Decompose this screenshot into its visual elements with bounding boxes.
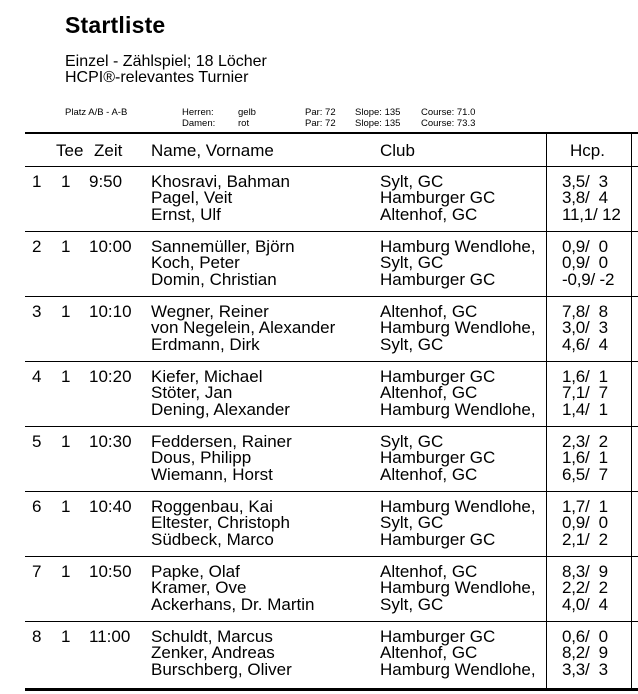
player-name: Kramer, Ove: [151, 578, 247, 598]
player-club: Altenhof, GC: [380, 302, 478, 321]
group-number: 2: [32, 237, 42, 256]
herren-color: gelb: [238, 107, 256, 118]
group-time: 10:50: [89, 562, 132, 581]
header-hcp: Hcp.: [570, 141, 605, 160]
group-number: 4: [32, 367, 42, 386]
header-club: Club: [380, 141, 415, 160]
player-hcp: 11,1/ 12: [562, 204, 621, 224]
player-name: Domin, Christian: [151, 269, 277, 289]
player-hcp: 0,6/ 0: [562, 627, 608, 646]
player-hcp: 6,5/ 7: [562, 464, 608, 484]
player-name: Feddersen, Rainer: [151, 432, 292, 451]
player-club: Hamburg Wendlohe,: [380, 497, 536, 516]
group-number: 6: [32, 497, 42, 516]
player-club: Hamburger GC: [380, 448, 496, 468]
herren-slope: Slope: 135: [355, 107, 401, 118]
group-tee: 1: [61, 562, 71, 581]
group-separator: [25, 231, 638, 232]
group-names: [151, 434, 292, 483]
group-time: 9:50: [89, 172, 123, 191]
player-club: Altenhof, GC: [380, 562, 478, 581]
player-name: Burschberg, Oliver: [151, 659, 292, 679]
damen-par: Par: 72: [305, 118, 336, 129]
player-name: Ernst, Ulf: [151, 204, 221, 224]
player-club: Hamburg Wendlohe,: [380, 659, 536, 679]
header-name: Name, Vorname: [151, 141, 274, 160]
player-club: Sylt, GC: [380, 513, 444, 533]
group-time: 10:20: [89, 367, 132, 386]
player-name: Khosravi, Bahman: [151, 172, 290, 191]
player-club: Sylt, GC: [380, 594, 444, 614]
group-clubs: [380, 564, 536, 613]
herren-par: Par: 72: [305, 107, 336, 118]
player-club: Hamburger GC: [380, 188, 496, 208]
group-clubs: [380, 499, 536, 548]
group-number: 3: [32, 302, 42, 321]
herren-course: Course: 71.0: [421, 107, 476, 118]
player-name: Erdmann, Dirk: [151, 334, 260, 354]
player-club: Hamburg Wendlohe,: [380, 578, 536, 598]
group-hcps: [562, 239, 614, 288]
page-title: Startliste: [65, 12, 166, 38]
group-hcps: [562, 499, 608, 548]
player-hcp: 3,0/ 3: [562, 318, 608, 338]
player-name: Wiemann, Horst: [151, 464, 273, 484]
player-club: Altenhof, GC: [380, 383, 478, 403]
group-hcps: [562, 434, 608, 483]
hcp-column-divider-right: [631, 133, 632, 689]
group-clubs: [380, 434, 495, 483]
group-time: 11:00: [89, 627, 131, 646]
group-number: 7: [32, 562, 42, 581]
header-tee: Tee: [56, 141, 84, 160]
damen-label: Damen:: [182, 118, 216, 129]
player-club: Sylt, GC: [380, 432, 444, 451]
player-club: Altenhof, GC: [380, 204, 478, 224]
player-name: Ackerhans, Dr. Martin: [151, 594, 315, 614]
damen-course: Course: 73.3: [421, 118, 476, 129]
player-club: Altenhof, GC: [380, 464, 478, 484]
group-clubs: [380, 174, 495, 223]
group-hcps: [562, 564, 608, 613]
player-club: Sylt, GC: [380, 172, 444, 191]
player-hcp: 3,3/ 3: [562, 659, 608, 679]
player-hcp: -0,9/ -2: [562, 269, 615, 289]
group-names: [151, 239, 295, 288]
group-separator: [25, 296, 638, 297]
player-name: Pagel, Veit: [151, 188, 233, 208]
group-time: 10:40: [89, 497, 132, 516]
player-hcp: 1,6/ 1: [562, 448, 608, 468]
player-hcp: 8,2/ 9: [562, 643, 608, 663]
group-separator: [25, 621, 638, 622]
group-tee: 1: [61, 172, 71, 191]
group-tee: 1: [61, 237, 71, 256]
group-tee: 1: [61, 367, 71, 386]
player-club: Sylt, GC: [380, 253, 444, 273]
player-name: Koch, Peter: [151, 253, 240, 273]
player-name: Wegner, Reiner: [151, 302, 269, 321]
group-hcps: [562, 629, 608, 678]
player-name: Zenker, Andreas: [151, 643, 275, 663]
player-name: Papke, Olaf: [151, 562, 240, 581]
player-club: Altenhof, GC: [380, 643, 478, 663]
player-club: Hamburger GC: [380, 269, 496, 289]
player-hcp: 7,8/ 8: [562, 302, 608, 321]
group-names: [151, 564, 314, 613]
player-hcp: 8,3/ 9: [562, 562, 608, 581]
player-hcp: 1,7/ 1: [562, 497, 608, 516]
group-tee: 1: [61, 432, 71, 451]
player-club: Hamburger GC: [380, 529, 496, 549]
player-name: Sannemüller, Björn: [151, 237, 295, 256]
player-name: Dening, Alexander: [151, 399, 290, 419]
group-clubs: [380, 304, 536, 353]
player-name: Kiefer, Michael: [151, 367, 263, 386]
player-name: Dous, Philipp: [151, 448, 252, 468]
group-names: [151, 304, 335, 353]
group-number: 5: [32, 432, 42, 451]
player-hcp: 2,2/ 2: [562, 578, 608, 598]
damen-slope: Slope: 135: [355, 118, 401, 129]
player-hcp: 0,9/ 0: [562, 253, 608, 273]
group-separator: [25, 491, 638, 492]
player-name: Schuldt, Marcus: [151, 627, 273, 646]
group-clubs: [380, 629, 536, 678]
subtitle-hcpi: HCPI®-relevantes Turnier: [65, 69, 249, 86]
group-names: [151, 174, 290, 223]
player-club: Hamburg Wendlohe,: [380, 318, 536, 338]
group-separator: [25, 556, 638, 557]
subtitle-format: Einzel - Zählspiel; 18 Löcher: [65, 53, 267, 70]
player-hcp: 1,6/ 1: [562, 367, 608, 386]
player-club: Hamburg Wendlohe,: [380, 237, 536, 256]
player-hcp: 3,5/ 3: [562, 172, 608, 191]
group-names: [151, 499, 290, 548]
group-separator: [25, 361, 638, 362]
player-name: Eltester, Christoph: [151, 513, 290, 533]
group-number: 8: [32, 627, 42, 646]
player-hcp: 2,1/ 2: [562, 529, 608, 549]
group-tee: 1: [61, 627, 71, 646]
player-name: von Negelein, Alexander: [151, 318, 336, 338]
group-hcps: [562, 369, 608, 418]
player-club: Hamburger GC: [380, 627, 496, 646]
player-hcp: 0,9/ 0: [562, 237, 608, 256]
herren-label: Herren:: [182, 107, 214, 118]
player-hcp: 0,9/ 0: [562, 513, 608, 533]
group-clubs: [380, 369, 536, 418]
player-name: Roggenbau, Kai: [151, 497, 273, 516]
group-hcps: [562, 174, 621, 223]
group-tee: 1: [61, 497, 71, 516]
player-hcp: 4,6/ 4: [562, 334, 608, 354]
player-name: Stöter, Jan: [151, 383, 233, 403]
player-club: Hamburger GC: [380, 367, 496, 386]
group-hcps: [562, 304, 608, 353]
group-time: 10:30: [89, 432, 132, 451]
player-name: Südbeck, Marco: [151, 529, 274, 549]
group-separator: [25, 426, 638, 427]
player-hcp: 3,8/ 4: [562, 188, 608, 208]
player-club: Hamburg Wendlohe,: [380, 399, 536, 419]
course-platz: Platz A/B - A-B: [65, 107, 128, 118]
group-names: [151, 629, 292, 678]
header-zeit: Zeit: [94, 141, 123, 160]
player-club: Sylt, GC: [380, 334, 444, 354]
player-hcp: 2,3/ 2: [562, 432, 608, 451]
group-time: 10:00: [89, 237, 132, 256]
player-hcp: 7,1/ 7: [562, 383, 608, 403]
group-number: 1: [32, 172, 42, 191]
player-hcp: 4,0/ 4: [562, 594, 608, 614]
hcp-column-divider-left: [546, 133, 547, 689]
group-tee: 1: [61, 302, 71, 321]
player-hcp: 1,4/ 1: [562, 399, 608, 419]
group-time: 10:10: [89, 302, 132, 321]
group-clubs: [380, 239, 536, 288]
group-names: [151, 369, 290, 418]
damen-color: rot: [238, 118, 250, 129]
